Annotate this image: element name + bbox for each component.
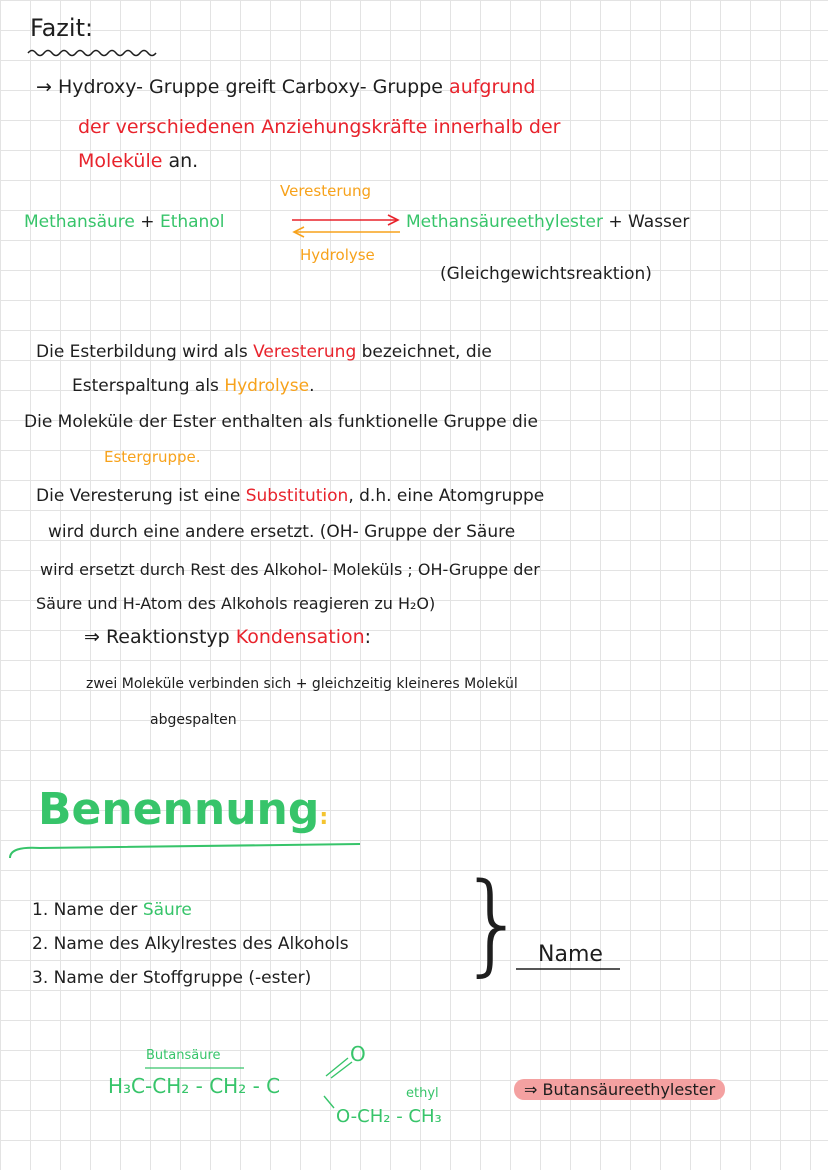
fazit-text-1a: Hydroxy- Gruppe greift Carboxy- Gruppe [57,76,450,98]
example-acid-label: Butansäure [146,1048,221,1063]
example-chain: H₃C-CH₂ - CH₂ - C [108,1074,281,1098]
para2-line-2: wird durch eine andere ersetzt. (OH- Gruppe der Säure [48,522,516,542]
para1-line-2 [72,376,314,396]
fazit-line-1 [36,76,535,99]
item1-text-a: 1. Name der [32,900,143,920]
para2-line-3: wird ersetzt durch Rest des Alkohol- Moleküls ; OH-Gruppe der [40,560,540,579]
result-underline [514,966,624,972]
fazit-line-3 [78,150,198,173]
example-ester-part: O-CH₂ - CH₃ [336,1106,442,1127]
term-veresterung: Veresterung [253,342,357,362]
item3-text-a: 3. Name der [32,968,143,988]
item3-text-c: (-ester) [243,968,312,988]
product-2: + Wasser [603,212,690,232]
para1-text-1a: Die Esterbildung wird als [36,342,254,362]
example-result [514,1080,725,1099]
fazit-line-2: der verschiedenen Anziehungskräfte innerhalb der [78,116,561,138]
brace-icon: } [458,859,528,987]
fazit-text-3b: an. [162,150,199,172]
product-1: Methansäureethylester [406,212,603,232]
para2-line-1 [36,486,544,506]
term-kondensation: Kondensation [235,626,365,648]
example-oxygen: O [350,1042,366,1066]
fazit-text-1b: aufgrund [449,76,536,98]
reaction-left [24,212,224,232]
result-text: Butansäureethylester [537,1080,716,1099]
para1-text-1c: bezeichnet, die [356,342,492,362]
reaction-top-label: Veresterung [280,182,372,200]
para2-line-5 [84,626,371,649]
double-arrow-icon: ⇒ [84,626,100,648]
reaction-note: (Gleichgewichtsreaktion) [440,264,652,284]
item2-text-c: des Alkohols [237,934,349,954]
fazit-text-3a: Moleküle [78,150,163,172]
benennung-underline [0,838,380,862]
para2-line-6: zwei Moleküle verbinden sich + gleichzeitig kleineres Molekül [86,676,518,692]
para2-text-1a: Die Veresterung ist eine [36,486,246,506]
term-estergruppe: Estergruppe. [104,448,201,466]
benennung-title-text: Benennung [38,784,320,835]
item1-term: Säure [142,900,192,920]
acid-underline [144,1066,248,1070]
title-underline [26,48,166,58]
para1-text-2c: . [309,376,315,396]
para2-text-5a: Reaktionstyp [99,626,236,648]
result-highlight [514,1079,725,1100]
reaction-right [406,212,689,232]
item3-term: Stoffgruppe [142,968,243,988]
example-ethyl-label: ethyl [406,1086,439,1101]
para2-text-1c: , d.h. eine Atomgruppe [348,486,545,506]
reactant-2: Ethanol [159,212,225,232]
benennung-item-1 [32,900,192,920]
equilibrium-arrow-icon [288,212,404,242]
para1-line-3: Die Moleküle der Ester enthalten als funktionelle Gruppe die [24,412,538,432]
benennung-item-3 [32,968,311,988]
para1-text-2a: Esterspaltung als [72,376,225,396]
benennung-colon: : [319,805,329,830]
benennung-item-2 [32,934,349,954]
term-substitution: Substitution [245,486,349,506]
item2-text-a: 2. Name des [32,934,145,954]
para2-line-7: abgespalten [150,712,237,728]
para1-line-1 [36,342,492,362]
plus-1: + [134,212,160,232]
para2-text-5c: : [364,626,372,648]
reaction-bottom-label: Hydrolyse [300,246,375,264]
reactant-1: Methansäure [24,212,135,232]
benennung-title [38,784,328,835]
item2-term: Alkylrestes [144,934,237,954]
fazit-title: Fazit: [30,14,94,42]
para2-line-4: Säure und H-Atom des Alkohols reagieren zu H₂O) [36,594,436,613]
benennung-result: Name [538,942,603,967]
arrow-icon: → [36,76,52,98]
term-hydrolyse: Hydrolyse [224,376,310,396]
result-arrow-icon: ⇒ [524,1080,538,1099]
